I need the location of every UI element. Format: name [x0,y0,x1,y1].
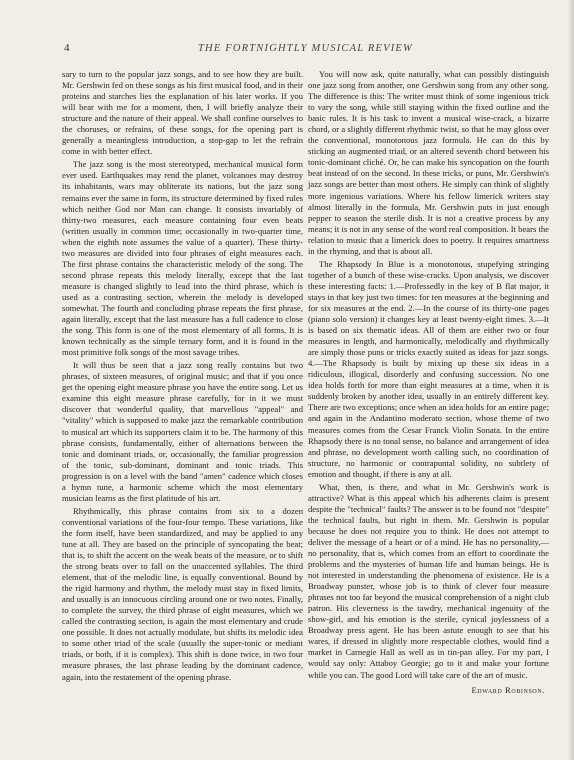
journal-title: THE FORTNIGHTLY MUSICAL REVIEW [198,43,413,54]
author-signature: Edward Robinson. [471,684,545,695]
page-number: 4 [64,42,70,54]
body-paragraph: What, then, is there, and what in Mr. Gershwin's work is attractive? What is this appeal which his adherents claim is present despite the "technical" faults? The answer is to be found not "despite" the technical faults, but right in them. Mr. Gershwin is popular because he does not require you to think. He does not attempt to deliver the message of a heart or of a mind. He has no personality,—no personality, that is, which comes from an effort to coordinate the problems and the mysteries of human life and human beings. He is not interested in understanding the phenomena of existence. He is a Broadway punster, whose job is to think of clever four measure phrases not too far beyond the musical comprehension of a night club patron. His cleverness is the tawdry, mechanical ingenuity of the show-girl, and his emotion is the sterile, cynical joylessness of a Broadway press agent. He has been astute enough to see that his wares, if dressed in slightly more respectable clothes, would find a market in Carnegie Hall as well as in tin-pan alley. For my part, I would say only: Attaboy Georgie; go to it and make your fortune while you can. The good Lord will take care of the art of music. [308,481,549,680]
body-paragraph: You will now ask, quite naturally, what can possibly distinguish one jazz song from another, one Gershwin song from any other song. The difference is this: The writer must think of some ingenious trick to vary the song, while still staying within the fixed outline and the basic rules. It is his task to invent a musical wise-crack, a bizarre chord, or a slightly different rhythmic twist, so that he may gloss over the conventional, monotonous jazz formula. He can do this by sticking an augmented triad, or an altered seventh chord between his tonic-dominant cliché. Or, he can make his syncopation on the fourth beat instead of on the second. In these tricks, or puns, Mr. Gershwin's jazz songs are better than most others. He simply can think of slightly more ingenious variations. Where his fellow limerick writers stay almost literally in the formula, Mr. Gershwin puts in just enough pepper to season the sterile dish. It is not a creative process by any means; it is not in any sense of the word real composition. It bears the relation to music that a limerick does to poetry. It requires smartness in the rhyming, and that is about all. [308,69,549,256]
body-paragraph: The jazz song is the most stereotyped, mechanical musical form ever used. Earthquakes may rend the planet, volcanoes may destroy its inhabitants, wars may obliterate its nations, but the jazz song remains ever the same in form, its structure determined by fixed rules which neither God nor Man can change. It consists invariably of thirty-two measures, each measure containing four even beats (written usually in common time; occasionally in two-quarter time, when the eighth note assumes the value of a quarter). These thirty-two measures are divided into four phrases of eight measures each. The first phrase contains the characteristic melody of the song. The second phrase repeats this melody literally, except that the last measure is changed slightly to lead into the third phrase, which is used as a contrasting section, wherein the melody is developed somewhat. The fourth and concluding phrase repeats the first phrase, again literally, except that the last measure has a full cadence to close the song. This form is one of the most elementary of all forms. It is known technically as the simple ternary form, and it is found in the most primitive folk songs of the most savage tribes. [62,159,303,358]
body-paragraph: The Rhapsody In Blue is a monotonous, stupefying stringing together of a bunch of these wise-cracks. Upon analysis, we discover these interesting facts: 1.—Professedly in the key of B flat major, it stays in that key just two times: for ten measures at the beginning and for six measures at the end. 2.—In the course of its thirty-one pages (piano solo version) it changes key at least twenty-eight times. 3.—It is based on six thematic ideas. All of them are either two or four measures in length, and harmonically, melodically and rhythmically are simply those puns or tricks exactly suited as ideas for jazz songs. 4.—The Rhapsody is built by mixing up these six ideas in a ridiculous, illogical, disorderly and confusing succession. No one idea holds forth for more than eight measures at a time, when it is suddenly broken by another idea, usually in an entirely different key. There are two exceptions; once when an idea holds for an entire page; and again in the Andantino moderato section, whose theme of two measures comes from the Cesar Franck Violin Sonata. In the entire Rhapsody there is no tonal sense, no balance and arrangement of idea and phrase, no development worth calling such, no coordination of structure, no harmonic or contrapuntal solidity, no subtlety of emotion and thought, if there is any at all. [308,258,549,479]
running-head [48,42,560,58]
body-paragraph: It will thus be seen that a jazz song really contains but two phrases, of sixteen measures, of original music; and that if you once get the opening eight measure phrase you have the entire song. Let us examine this eight measure phrase carefully, for in it we must discover that wonderful quality, that marvellous "appeal" and "vitality" which is supposed to make jazz the remarkable contribution to musical art which its supporters claim it to be. The harmony of this phrase consists, fundamentally, either of alternations between the tonic and dominant triads, or, occasionally, the familiar progression of the tonic, sub-dominant, dominant and tonic triads. This progression is on a level with the band "amen" cadence which closes a hymn tune, a harmonic scheme which the most elementary musician learns as the first platitude of his art. [62,360,303,503]
body-paragraph: sary to turn to the popular jazz songs, and to see how they are built. Mr. Gershwin fed on these songs as his first musical food, and in their proteins and starches lies the explanation of his later works. If you will bear with me for a moment, then, I will briefly analyze their structure and the nature of their appeal. We shall confine ourselves to the choruses, or refrains, of these songs, for the opening part is generally a meaningless introduction, a stop-gap to let the refrain come in with better effect. [62,69,303,157]
page-edge-shadow [568,0,574,760]
right-column [308,69,549,696]
body-paragraph: Rhythmically, this phrase contains from six to a dozen conventional variations of the four-four tempo. These variations, like the form itself, have been standardized, and may be applied to any tune at all. They are based on the principle of syncopating the beat; that is, to shift the accent on the weak beats of the measure, or to shift the strong beats over to fall on the unaccented syllables. The third element, that of the melodic line, is equally conventional. Bound by the rigid harmony and rhythm, the melody must stay in fixed limits, and usually is an innocuous circling around one or two notes. Finally, to complete the survey, the third phrase of eight measures, which we called the contrasting section, is again the most elementary and crude one possible. It does not actually modulate, but shifts its melodic idea to some other triad of the scale (usually the super-tonic or mediant triads, or both, if it is complex). This shift is done twice, in two four measure phrases, the last phrase leading by the dominant cadence, again, into the restatement of the opening phrase. [62,505,303,682]
left-column [62,69,303,683]
